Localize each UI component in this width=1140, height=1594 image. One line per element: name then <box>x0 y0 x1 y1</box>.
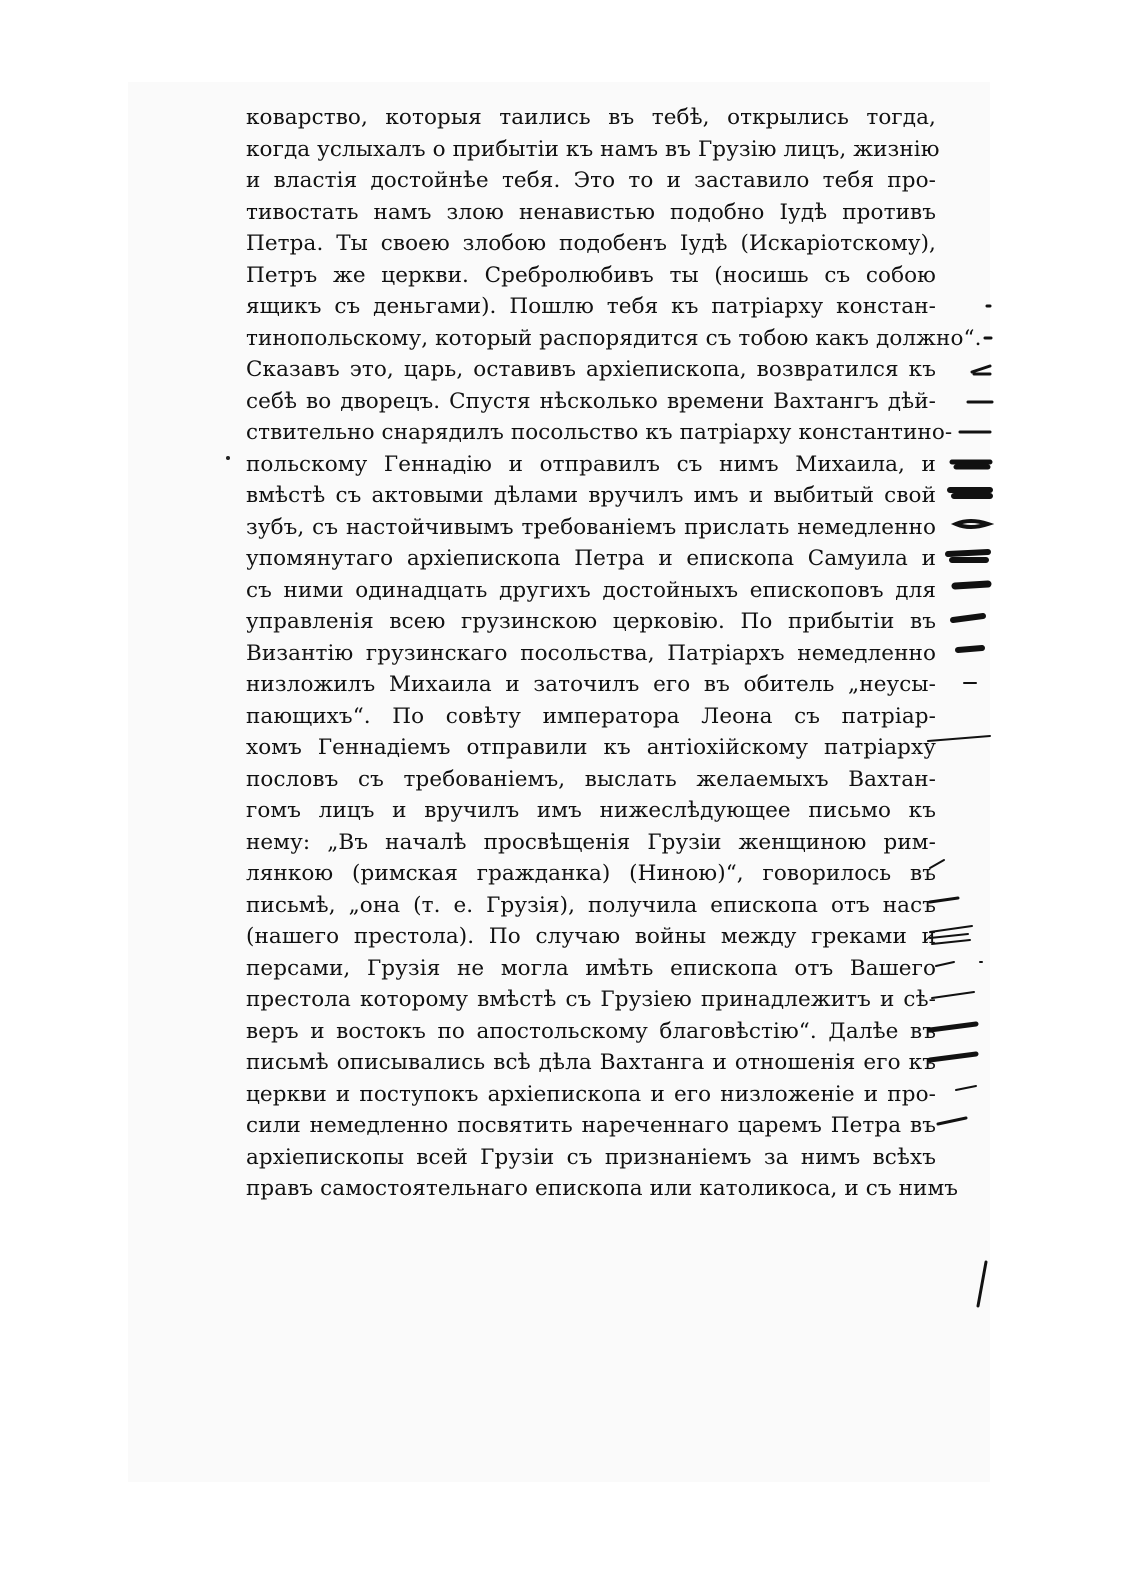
text-line: и властія достойнѣе тебя. Это то и заставило тебя про- <box>246 168 936 193</box>
text-line: ствительно снарядилъ посольство къ патріарху константино- <box>246 420 953 445</box>
text-line: польскому Геннадію и отправилъ съ нимъ Михаила, и <box>246 451 936 477</box>
text-line: нему: „Въ началѣ просвѣщенія Грузіи женщиною рим- <box>246 829 936 855</box>
text-line: коварство, которыя таились въ тебѣ, открылись тогда, <box>246 105 936 130</box>
text-line: персами, Грузія не могла имѣть епископа отъ Вашего <box>246 955 936 981</box>
text-line: Византію грузинскаго посольства, Патріархъ немедленно <box>246 640 936 666</box>
text-line: веръ и востокъ по апостольскому благовѣстію“. Далѣе въ <box>246 1018 936 1044</box>
text-line: церкви и поступокъ архіепископа и его низложеніе и про- <box>246 1081 936 1107</box>
text-line: упомянутаго архіепископа Петра и епископа Самуила и <box>246 546 936 571</box>
text-line: Петра. Ты своею злобою подобенъ Іудѣ (Искаріотскому), <box>246 231 936 256</box>
text-line: съ ними одинадцать другихъ достойныхъ епископовъ для <box>246 577 936 603</box>
text-line: когда услыхалъ о прибытіи къ намъ въ Грузію лицъ, жизнію <box>246 136 940 162</box>
margin-dot <box>226 456 230 460</box>
text-line: хомъ Геннадіемъ отправили къ антіохійскому патріарху <box>246 735 936 760</box>
text-line: пословъ съ требованіемъ, выслать желаемыхъ Вахтан- <box>246 766 936 792</box>
text-line: управленія всею грузинскою церковію. По прибытіи въ <box>246 609 936 634</box>
text-line: вмѣстѣ съ актовыми дѣлами вручилъ имъ и выбитый свой <box>246 483 936 508</box>
text-line: престола которому вмѣстѣ съ Грузіею принадлежитъ и сѣ- <box>246 987 936 1012</box>
text-line: письмѣ, „она (т. е. Грузія), получила епископа отъ насъ <box>246 892 936 918</box>
text-line: ящикъ съ деньгами). Пошлю тебя къ патріарху констан- <box>246 294 936 319</box>
text-line: Сказавъ это, царь, оставивъ архіепископа, возвратился къ <box>246 357 936 382</box>
text-line: правъ самостоятельнаго епископа или католикоса, и съ нимъ <box>246 1176 959 1201</box>
text-line: пающихъ“. По совѣту императора Леона съ патріар- <box>246 703 936 729</box>
text-line: архіепископы всей Грузіи съ признаніемъ за нимъ всѣхъ <box>246 1144 936 1170</box>
text-line: тинопольскому, который распорядится съ тобою какъ должно“. <box>246 325 982 351</box>
text-line: письмѣ описывались всѣ дѣла Вахтанга и отношенія его къ <box>246 1050 936 1075</box>
text-line: низложилъ Михаила и заточилъ его въ обитель „неусы- <box>246 672 936 697</box>
text-line: тивостать намъ злою ненавистью подобно Іудѣ противъ <box>246 199 936 225</box>
text-line: лянкою (римская гражданка) (Нинoю)“, говорилось въ <box>246 861 936 886</box>
text-line: себѣ во дворецъ. Спустя нѣсколько времени Вахтангъ дѣй- <box>246 388 936 414</box>
body-text <box>246 102 982 1205</box>
text-line: Петръ же церкви. Сребролюбивъ ты (носишь съ собою <box>246 262 936 288</box>
text-line: (нашего престола). По случаю войны между греками и <box>246 924 936 949</box>
text-line: сили немедленно посвятить нареченнаго царемъ Петра въ <box>246 1113 936 1138</box>
text-line: гомъ лицъ и вручилъ имъ нижеслѣдующее письмо къ <box>246 798 936 823</box>
text-line: зубъ, съ настойчивымъ требованіемъ прислать немедленно <box>246 514 936 540</box>
